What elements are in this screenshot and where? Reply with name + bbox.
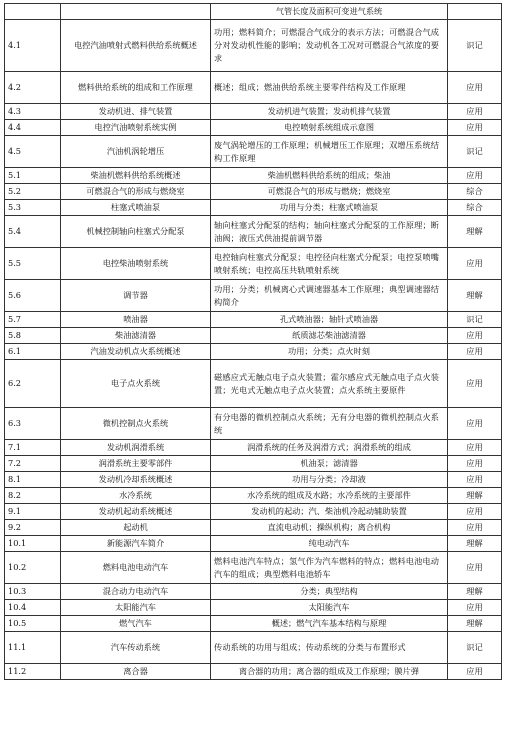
section-number-cell: 11.2 (5, 664, 61, 680)
level-cell (448, 4, 502, 20)
content-cell: 纯电动汽车 (211, 536, 448, 552)
table-row (5, 456, 502, 472)
topic-cell: 柴油机燃料供给系统概述 (61, 168, 211, 184)
content-cell: 磁感应式无触点电子点火装置；霍尔感应式无触点电子点火装置；光电式无触点电子点火装置；点火系统主要原件 (211, 360, 448, 408)
content-cell: 概述；燃气汽车基本结构与原理 (211, 616, 448, 632)
level-cell: 应用 (448, 664, 502, 680)
table-row (5, 280, 502, 312)
topic-cell: 发动机冷却系统概述 (61, 472, 211, 488)
topic-cell: 柴油滤清器 (61, 328, 211, 344)
section-number-cell: 6.2 (5, 360, 61, 408)
level-cell: 识记 (448, 312, 502, 328)
section-number-cell: 10.3 (5, 584, 61, 600)
topic-cell: 燃料电池电动汽车 (61, 552, 211, 584)
content-cell: 纸质滤芯柴油滤清器 (211, 328, 448, 344)
table-row (5, 408, 502, 440)
level-cell: 理解 (448, 616, 502, 632)
section-number-cell: 4.3 (5, 104, 61, 120)
content-cell: 发动机的起动；汽、柴油机冷起动辅助装置 (211, 504, 448, 520)
level-cell: 应用 (448, 472, 502, 488)
level-cell: 应用 (448, 552, 502, 584)
content-cell: 孔式喷油器；轴针式喷油器 (211, 312, 448, 328)
level-cell: 综合 (448, 184, 502, 200)
level-cell: 理解 (448, 584, 502, 600)
level-cell: 识记 (448, 20, 502, 72)
content-cell: 电控轴向柱塞式分配泵；电控径向柱塞式分配泵；电控泵喷嘴喷射系统；电控高压共轨喷射系统 (211, 248, 448, 280)
topic-cell: 水冷系统 (61, 488, 211, 504)
section-number-cell: 10.1 (5, 536, 61, 552)
content-cell: 气管长度及面积可变进气系统 (211, 4, 448, 20)
table-row (5, 312, 502, 328)
level-cell: 应用 (448, 168, 502, 184)
section-number-cell: 5.2 (5, 184, 61, 200)
table-row (5, 632, 502, 664)
content-cell: 燃料电池汽车特点；氢气作为汽车燃料的特点；燃料电池电动汽车的组成；典型燃料电池轿车 (211, 552, 448, 584)
table-row (5, 120, 502, 136)
content-cell: 离合器的功用；离合器的组成及工作原理；膜片弹 (211, 664, 448, 680)
table-row (5, 360, 502, 408)
level-cell: 理解 (448, 488, 502, 504)
content-cell: 有分电器的微机控制点火系统；无有分电器的微机控制点火系统 (211, 408, 448, 440)
content-cell: 电控喷射系统组成示意图 (211, 120, 448, 136)
topic-cell: 可燃混合气的形成与燃烧室 (61, 184, 211, 200)
section-number-cell: 10.4 (5, 600, 61, 616)
table-row (5, 344, 502, 360)
topic-cell: 太阳能汽车 (61, 600, 211, 616)
section-number-cell: 5.4 (5, 216, 61, 248)
table-row (5, 216, 502, 248)
table-row (5, 168, 502, 184)
section-number-cell: 8.2 (5, 488, 61, 504)
section-number-cell: 9.1 (5, 504, 61, 520)
table-row (5, 20, 502, 72)
level-cell: 理解 (448, 536, 502, 552)
topic-cell: 汽油机涡轮增压 (61, 136, 211, 168)
section-number-cell: 5.5 (5, 248, 61, 280)
content-cell: 废气涡轮增压的工作原理；机械增压工作原理；双增压系统结构工作原理 (211, 136, 448, 168)
level-cell: 理解 (448, 216, 502, 248)
topic-cell: 喷油器 (61, 312, 211, 328)
content-cell: 概述；组成；燃油供给系统主要零件结构及工作原理 (211, 72, 448, 104)
content-cell: 太阳能汽车 (211, 600, 448, 616)
section-number-cell: 7.2 (5, 456, 61, 472)
content-cell: 柴油机燃料供给系统的组成；柴油 (211, 168, 448, 184)
content-cell: 轴向柱塞式分配泵的结构；轴向柱塞式分配泵的工作原理；断油阀；液压式供油提前调节器 (211, 216, 448, 248)
section-number-cell: 5.3 (5, 200, 61, 216)
topic-cell: 汽车传动系统 (61, 632, 211, 664)
table-row (5, 200, 502, 216)
content-cell: 润滑系统的任务及润滑方式；润滑系统的组成 (211, 440, 448, 456)
section-number-cell: 9.2 (5, 520, 61, 536)
level-cell: 应用 (448, 440, 502, 456)
section-number-cell: 4.5 (5, 136, 61, 168)
level-cell: 应用 (448, 600, 502, 616)
topic-cell: 调节器 (61, 280, 211, 312)
topic-cell: 燃料供给系统的组成和工作原理 (61, 72, 211, 104)
section-number-cell: 8.1 (5, 472, 61, 488)
level-cell: 应用 (448, 328, 502, 344)
table-row (5, 136, 502, 168)
topic-cell: 新能源汽车简介 (61, 536, 211, 552)
content-cell: 直流电动机；操纵机构；离合机构 (211, 520, 448, 536)
syllabus-table-body (5, 4, 502, 680)
topic-cell: 离合器 (61, 664, 211, 680)
content-cell: 可燃混合气的形成与燃烧；燃烧室 (211, 184, 448, 200)
section-number-cell: 4.4 (5, 120, 61, 136)
topic-cell: 发动机进、排气装置 (61, 104, 211, 120)
level-cell: 应用 (448, 504, 502, 520)
topic-cell: 电子点火系统 (61, 360, 211, 408)
content-cell: 发动机进气装置；发动机排气装置 (211, 104, 448, 120)
section-number-cell: 5.8 (5, 328, 61, 344)
content-cell: 功用与分类；柱塞式喷油泵 (211, 200, 448, 216)
table-row (5, 504, 502, 520)
topic-cell: 发动机起动系统概述 (61, 504, 211, 520)
topic-cell (61, 4, 211, 20)
table-row (5, 72, 502, 104)
section-number-cell: 4.1 (5, 20, 61, 72)
section-number-cell: 4.2 (5, 72, 61, 104)
content-cell: 功用与分类；冷却液 (211, 472, 448, 488)
syllabus-table (4, 3, 502, 680)
topic-cell: 电控柴油喷射系统 (61, 248, 211, 280)
table-row (5, 440, 502, 456)
table-row (5, 536, 502, 552)
table-row (5, 472, 502, 488)
table-row (5, 184, 502, 200)
content-cell: 传动系统的功用与组成；传动系统的分类与布置形式 (211, 632, 448, 664)
topic-cell: 汽油发动机点火系统概述 (61, 344, 211, 360)
topic-cell: 混合动力电动汽车 (61, 584, 211, 600)
topic-cell: 润滑系统主要零部件 (61, 456, 211, 472)
content-cell: 机油泵；滤清器 (211, 456, 448, 472)
section-number-cell: 5.7 (5, 312, 61, 328)
level-cell: 应用 (448, 344, 502, 360)
table-row (5, 600, 502, 616)
content-cell: 水冷系统的组成及水路；水冷系统的主要部件 (211, 488, 448, 504)
topic-cell: 机械控制轴向柱塞式分配泵 (61, 216, 211, 248)
table-row (5, 488, 502, 504)
table-row (5, 664, 502, 680)
section-number-cell: 6.1 (5, 344, 61, 360)
table-row (5, 520, 502, 536)
level-cell: 应用 (448, 248, 502, 280)
level-cell: 应用 (448, 360, 502, 408)
level-cell: 理解 (448, 280, 502, 312)
section-number-cell (5, 4, 61, 20)
level-cell: 识记 (448, 136, 502, 168)
section-number-cell: 6.3 (5, 408, 61, 440)
section-number-cell: 7.1 (5, 440, 61, 456)
level-cell: 应用 (448, 408, 502, 440)
topic-cell: 微机控制点火系统 (61, 408, 211, 440)
content-cell: 功用；分类；机械离心式调速器基本工作原理；典型调速器结构简介 (211, 280, 448, 312)
section-number-cell: 10.2 (5, 552, 61, 584)
table-row (5, 104, 502, 120)
table-row (5, 584, 502, 600)
table-row (5, 328, 502, 344)
topic-cell: 燃气汽车 (61, 616, 211, 632)
topic-cell: 柱塞式喷油泵 (61, 200, 211, 216)
content-cell: 功用；燃料简介；可燃混合气成分的表示方法；可燃混合气成分对发动机性能的影响；发动机各工况对可燃混合气浓度的要求 (211, 20, 448, 72)
level-cell: 综合 (448, 200, 502, 216)
topic-cell: 电控汽油喷射式燃料供给系统概述 (61, 20, 211, 72)
topic-cell: 起动机 (61, 520, 211, 536)
section-number-cell: 11.1 (5, 632, 61, 664)
section-number-cell: 5.6 (5, 280, 61, 312)
content-cell: 功用；分类；点火时刻 (211, 344, 448, 360)
level-cell: 应用 (448, 120, 502, 136)
topic-cell: 发动机润滑系统 (61, 440, 211, 456)
level-cell: 应用 (448, 72, 502, 104)
section-number-cell: 5.1 (5, 168, 61, 184)
table-row (5, 616, 502, 632)
section-number-cell: 10.5 (5, 616, 61, 632)
table-row (5, 248, 502, 280)
topic-cell: 电控汽油喷射系统实例 (61, 120, 211, 136)
table-row (5, 552, 502, 584)
table-row (5, 4, 502, 20)
level-cell: 识记 (448, 632, 502, 664)
level-cell: 应用 (448, 104, 502, 120)
content-cell: 分类；典型结构 (211, 584, 448, 600)
level-cell: 应用 (448, 456, 502, 472)
level-cell: 应用 (448, 520, 502, 536)
